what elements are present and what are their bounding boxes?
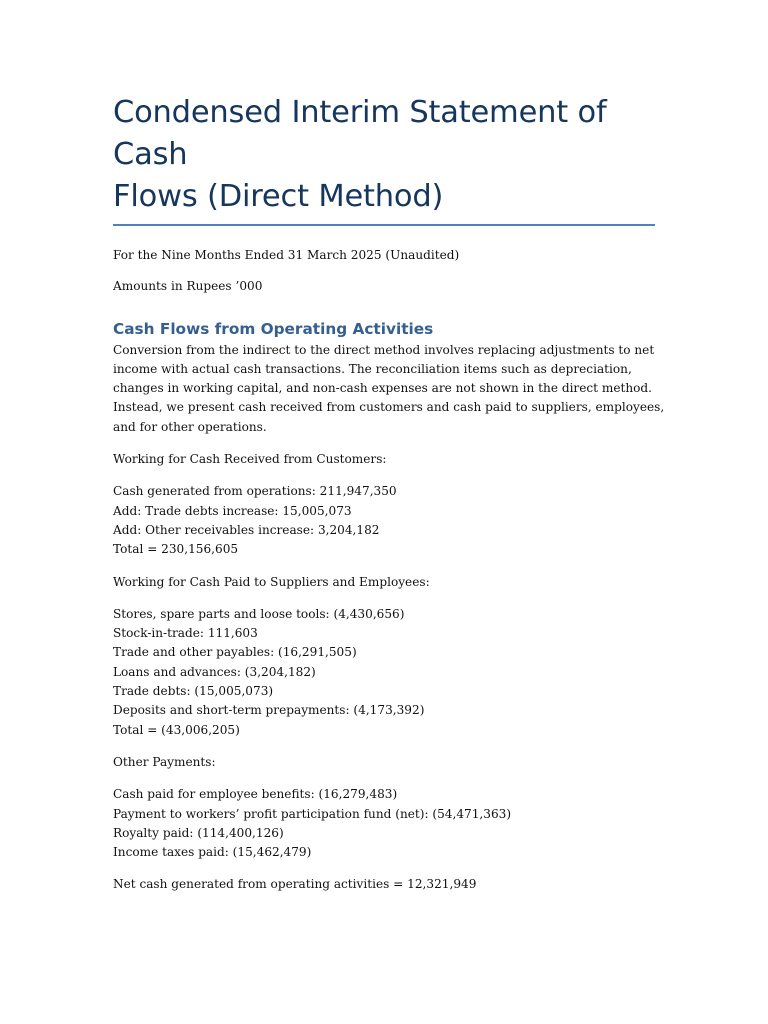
working-total: Total = 230,156,605 [113,542,239,557]
title-line-2: Flows (Direct Method) [113,179,444,214]
other-payments-working [113,785,658,862]
working-line: Loans and advances: (3,204,182) [113,664,316,679]
working-line: Cash generated from operations: 211,947,350 [113,484,397,499]
working-line: Royalty paid: (114,400,126) [113,825,284,840]
working-total: Total = (43,006,205) [113,722,240,737]
customers-working [113,482,658,559]
working-line: Payment to workers’ profit participation fund (net): (54,471,363) [113,806,512,821]
page-title [113,92,658,218]
intro-paragraph [113,341,665,437]
intro-line: Conversion from the indirect to the direct method involves replacing adjustments to net [113,342,655,357]
title-line-1: Condensed Interim Statement of Cash [113,95,607,172]
period-text: For the Nine Months Ended 31 March 2025 (Unaudited) [113,248,460,262]
working-line: Trade debts: (15,005,073) [113,684,274,699]
intro-line: Instead, we present cash received from customers and cash paid to suppliers, employees, [113,400,665,415]
working-line: Deposits and short-term prepayments: (4,173,392) [113,703,425,718]
document-page [113,92,665,895]
customers-heading: Working for Cash Received from Customers: [113,452,387,467]
other-payments-heading: Other Payments: [113,754,216,769]
title-underline [113,224,655,226]
suppliers-heading: Working for Cash Paid to Suppliers and Employees: [113,574,430,589]
working-line: Stores, spare parts and loose tools: (4,430,656) [113,606,405,621]
intro-line: changes in working capital, and non-cash expenses are not shown in the direct method. [113,381,652,396]
working-line: Cash paid for employee benefits: (16,279,483) [113,787,398,802]
working-line: Stock-in-trade: 111,603 [113,626,258,641]
net-cash-line: Net cash generated from operating activities = 12,321,949 [113,877,477,892]
working-line: Trade and other payables: (16,291,505) [113,645,357,660]
working-line: Income taxes paid: (15,462,479) [113,845,312,860]
suppliers-working [113,605,658,740]
section-heading: Cash Flows from Operating Activities [113,319,434,338]
units-text: Amounts in Rupees ’000 [113,279,263,294]
working-line: Add: Other receivables increase: 3,204,182 [113,522,380,537]
intro-line: income with actual cash transactions. The reconciliation items such as depreciation, [113,361,632,376]
working-line: Add: Trade debts increase: 15,005,073 [113,503,352,518]
intro-line: and for other operations. [113,419,267,434]
